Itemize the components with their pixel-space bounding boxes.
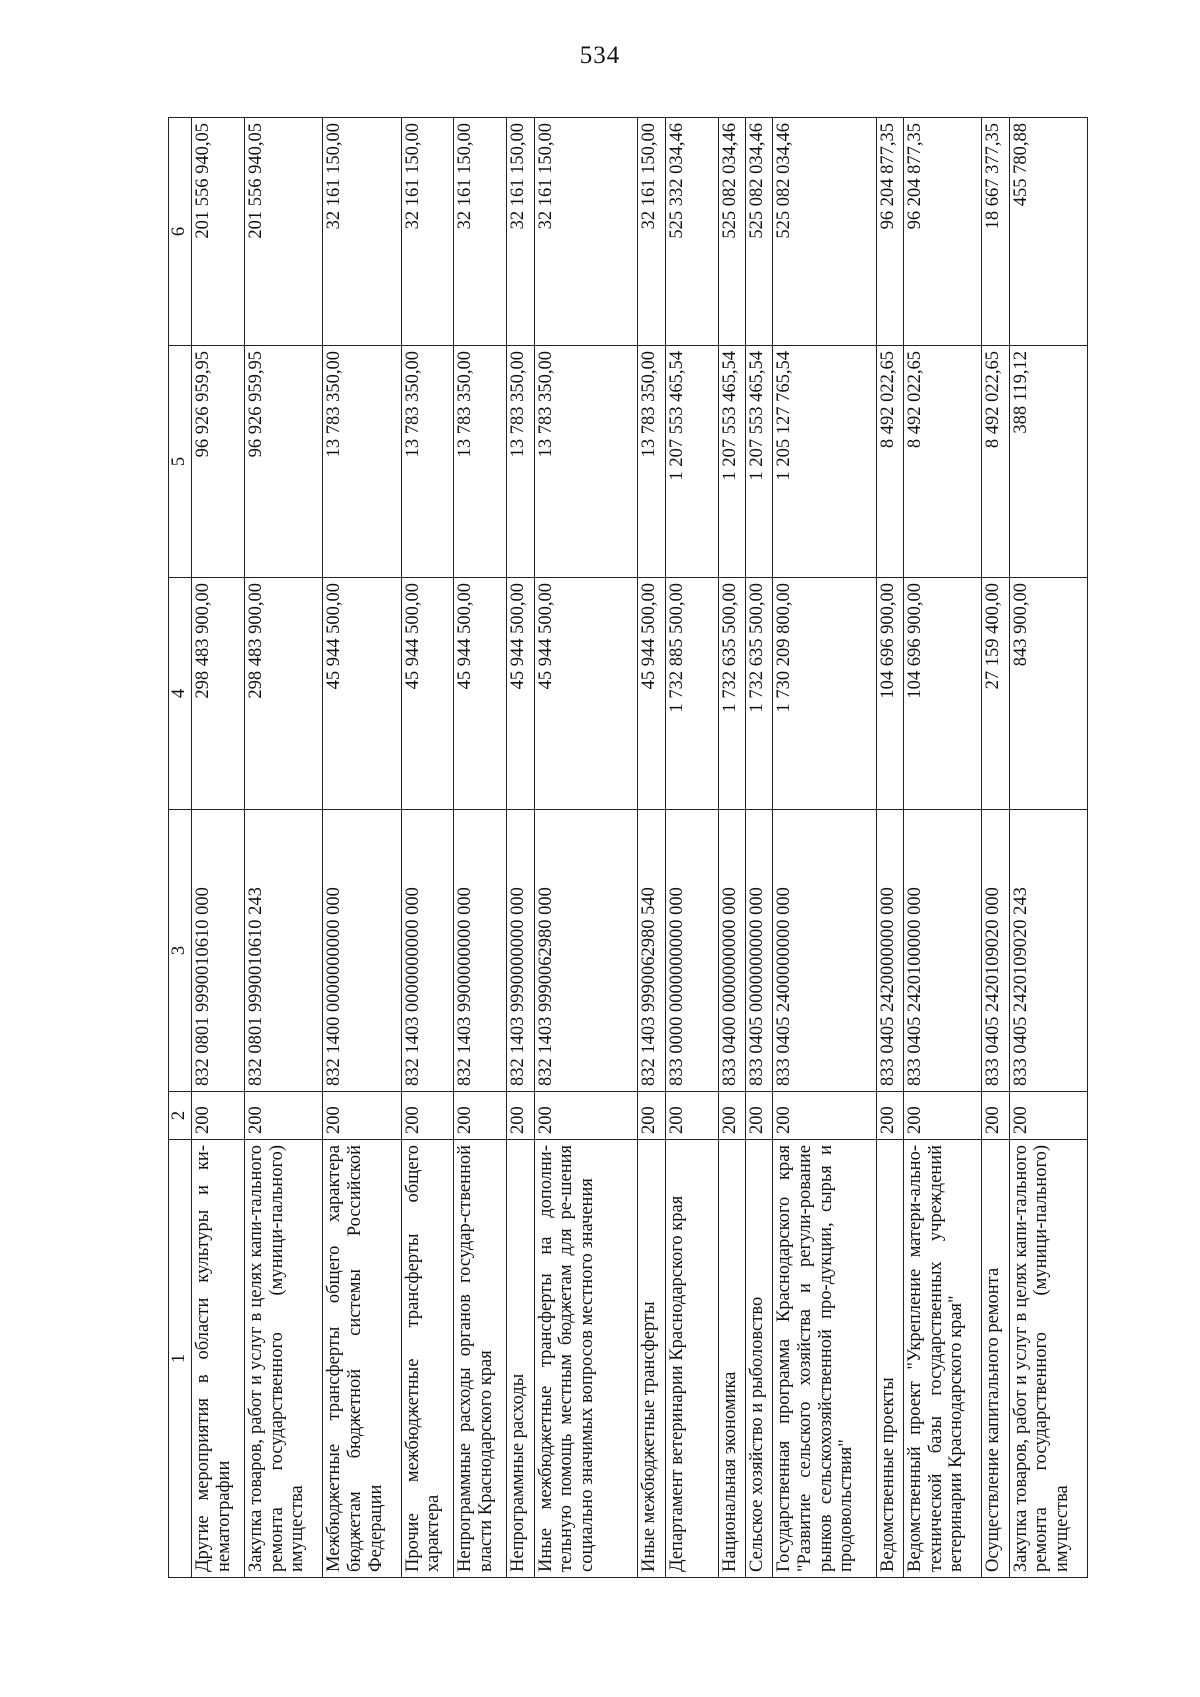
row-approved-cell: 104 696 900,00 [904,578,982,810]
table-row [638,118,665,1578]
row-admin-cell: 200 [507,1092,534,1140]
row-code-cell: 833 0405 2420000000 000 [876,810,903,1092]
row-executed-cell: 8 492 022,65 [876,346,903,578]
row-admin-cell: 200 [904,1092,982,1140]
row-approved-cell: 1 732 635 500,00 [718,578,745,810]
row-executed-cell: 13 783 350,00 [323,346,401,578]
table-row [982,118,1009,1578]
row-executed-cell: 1 207 553 465,54 [718,346,745,578]
row-approved-cell: 843 900,00 [1009,578,1087,810]
table-row [244,118,322,1578]
column-header: 4 [169,578,192,810]
table-row [773,118,877,1578]
column-header: 6 [169,118,192,346]
row-code-cell: 832 1400 0000000000 000 [323,810,401,1092]
row-approved-cell: 45 944 500,00 [454,578,507,810]
row-code-cell: 832 1403 9990062980 540 [638,810,665,1092]
row-executed-cell: 13 783 350,00 [507,346,534,578]
table-row [904,118,982,1578]
row-admin-cell: 200 [745,1092,772,1140]
row-admin-cell: 200 [718,1092,745,1140]
row-remaining-cell: 525 082 034,46 [773,118,877,346]
row-executed-cell: 13 783 350,00 [638,346,665,578]
row-remaining-cell: 32 161 150,00 [534,118,638,346]
budget-table [168,117,1088,1578]
row-admin-cell: 200 [773,1092,877,1140]
row-admin-cell: 200 [876,1092,903,1140]
row-code-cell: 833 0405 2400000000 000 [773,810,877,1092]
row-remaining-cell: 18 667 377,35 [982,118,1009,346]
row-executed-cell: 1 207 553 465,54 [745,346,772,578]
row-code-cell: 833 0405 2420109020 243 [1009,810,1087,1092]
row-remaining-cell: 201 556 940,05 [192,118,245,346]
row-approved-cell: 27 159 400,00 [982,578,1009,810]
table-row [1009,118,1087,1578]
row-executed-cell: 388 119,12 [1009,346,1087,578]
row-approved-cell: 104 696 900,00 [876,578,903,810]
row-code-cell: 832 1403 0000000000 000 [401,810,454,1092]
row-name-cell: Непрограммные расходы органов государ-ственной власти Краснодарского края [454,1140,507,1578]
row-code-cell: 833 0000 0000000000 000 [665,810,718,1092]
column-header: 1 [169,1140,192,1578]
row-approved-cell: 298 483 900,00 [244,578,322,810]
row-executed-cell: 96 926 959,95 [192,346,245,578]
table-row [534,118,638,1578]
row-name-cell: Иные межбюджетные трансферты на дополни-тельную помощь местным бюджетам для ре-шения социально значимых вопросов местного значения [534,1140,638,1578]
row-executed-cell: 8 492 022,65 [982,346,1009,578]
row-remaining-cell: 96 204 877,35 [876,118,903,346]
row-admin-cell: 200 [665,1092,718,1140]
row-approved-cell: 298 483 900,00 [192,578,245,810]
row-admin-cell: 200 [638,1092,665,1140]
row-name-cell: Другие мероприятия в области культуры и ки-нематографии [192,1140,245,1578]
row-name-cell: Межбюджетные трансферты общего характера бюджетам бюджетной системы Российской Федерации [323,1140,401,1578]
row-remaining-cell: 455 780,88 [1009,118,1087,346]
row-approved-cell: 1 732 885 500,00 [665,578,718,810]
row-admin-cell: 200 [401,1092,454,1140]
row-code-cell: 832 0801 9990010610 243 [244,810,322,1092]
row-name-cell: Иные межбюджетные трансферты [638,1140,665,1578]
row-remaining-cell: 32 161 150,00 [323,118,401,346]
row-name-cell: Ведомственные проекты [876,1140,903,1578]
table-row [401,118,454,1578]
row-admin-cell: 200 [534,1092,638,1140]
row-executed-cell: 13 783 350,00 [454,346,507,578]
row-name-cell: Департамент ветеринарии Краснодарского края [665,1140,718,1578]
table-row [507,118,534,1578]
row-admin-cell: 200 [454,1092,507,1140]
row-name-cell: Сельское хозяйство и рыболовство [745,1140,772,1578]
row-admin-cell: 200 [323,1092,401,1140]
row-executed-cell: 1 205 127 765,54 [773,346,877,578]
row-code-cell: 833 0400 0000000000 000 [718,810,745,1092]
column-header: 5 [169,346,192,578]
row-approved-cell: 45 944 500,00 [323,578,401,810]
table-row [323,118,401,1578]
column-header: 2 [169,1092,192,1140]
row-approved-cell: 45 944 500,00 [534,578,638,810]
row-code-cell: 833 0405 2420100000 000 [904,810,982,1092]
row-approved-cell: 45 944 500,00 [507,578,534,810]
row-name-cell: Государственная программа Краснодарского края "Развитие сельского хозяйства и регули-рование рынков сельскохозяйственной про-дукции, сырья и продовольствия" [773,1140,877,1578]
row-code-cell: 833 0405 2420109020 000 [982,810,1009,1092]
row-remaining-cell: 201 556 940,05 [244,118,322,346]
row-remaining-cell: 32 161 150,00 [454,118,507,346]
page-number: 534 [579,42,621,69]
row-remaining-cell: 525 082 034,46 [718,118,745,346]
row-executed-cell: 96 926 959,95 [244,346,322,578]
table-row [876,118,903,1578]
row-remaining-cell: 96 204 877,35 [904,118,982,346]
row-remaining-cell: 525 332 034,46 [665,118,718,346]
row-remaining-cell: 525 082 034,46 [745,118,772,346]
row-code-cell: 833 0405 0000000000 000 [745,810,772,1092]
row-executed-cell: 8 492 022,65 [904,346,982,578]
row-name-cell: Осуществление капитального ремонта [982,1140,1009,1578]
row-code-cell: 832 1403 9990062980 000 [534,810,638,1092]
row-name-cell: Прочие межбюджетные трансферты общего характера [401,1140,454,1578]
table-header-row [169,118,192,1578]
table-row [192,118,245,1578]
row-remaining-cell: 32 161 150,00 [638,118,665,346]
row-name-cell: Национальная экономика [718,1140,745,1578]
row-approved-cell: 1 732 635 500,00 [745,578,772,810]
table-row [745,118,772,1578]
column-header: 3 [169,810,192,1092]
row-code-cell: 832 1403 9990000000 000 [507,810,534,1092]
table-row [718,118,745,1578]
row-admin-cell: 200 [1009,1092,1087,1140]
row-name-cell: Ведомственный проект "Укрепление матери-ально-технической базы государственных учреждений ветеринарии Краснодарского края" [904,1140,982,1578]
row-executed-cell: 1 207 553 465,54 [665,346,718,578]
row-approved-cell: 45 944 500,00 [401,578,454,810]
row-name-cell: Непрограммные расходы [507,1140,534,1578]
row-remaining-cell: 32 161 150,00 [507,118,534,346]
row-code-cell: 832 0801 9990010610 000 [192,810,245,1092]
row-remaining-cell: 32 161 150,00 [401,118,454,346]
rotated-table-container [168,118,1088,1578]
row-name-cell: Закупка товаров, работ и услуг в целях капи-тального ремонта государственного (муници-пального) имущества [1009,1140,1087,1578]
row-admin-cell: 200 [192,1092,245,1140]
row-executed-cell: 13 783 350,00 [534,346,638,578]
row-code-cell: 832 1403 9900000000 000 [454,810,507,1092]
row-name-cell: Закупка товаров, работ и услуг в целях капи-тального ремонта государственного (муници-пального) имущества [244,1140,322,1578]
row-admin-cell: 200 [982,1092,1009,1140]
row-admin-cell: 200 [244,1092,322,1140]
row-approved-cell: 1 730 209 800,00 [773,578,877,810]
table-row [454,118,507,1578]
row-executed-cell: 13 783 350,00 [401,346,454,578]
row-approved-cell: 45 944 500,00 [638,578,665,810]
table-row [665,118,718,1578]
